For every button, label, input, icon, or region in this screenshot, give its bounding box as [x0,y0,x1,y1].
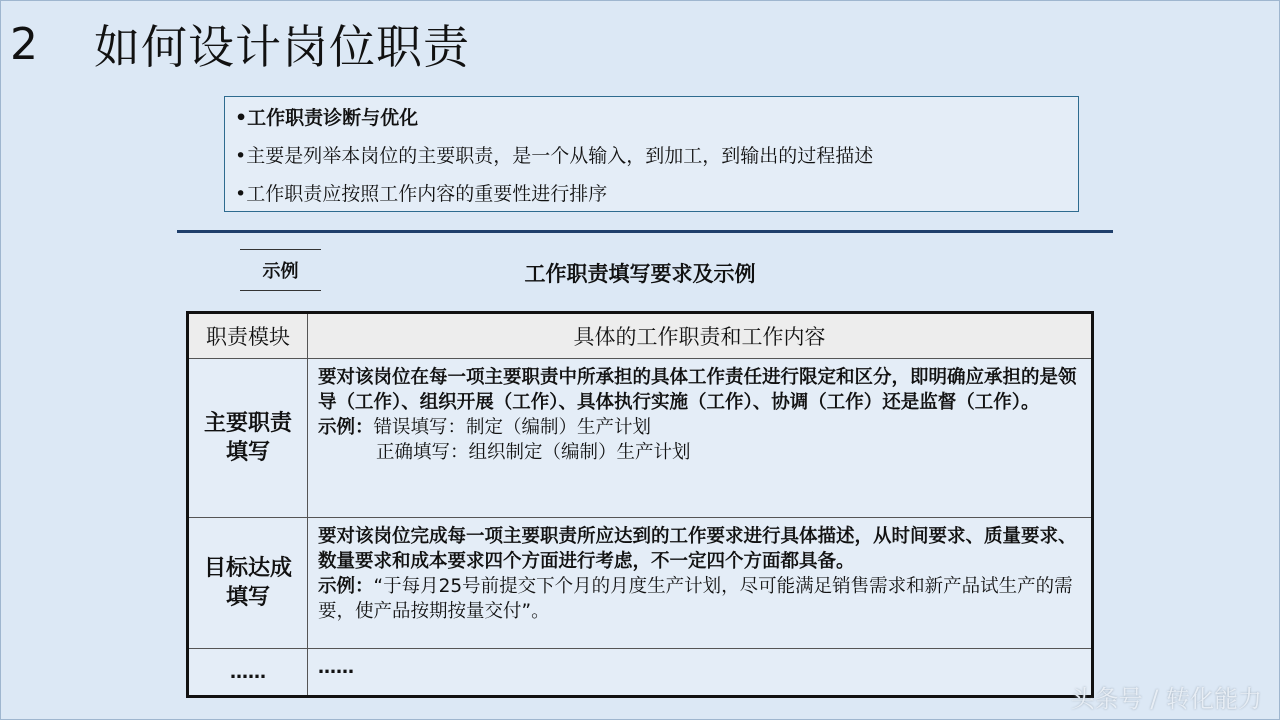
bullet-item: •工作职责诊断与优化 [235,107,419,129]
bullet-item: •主要是列举本岗位的主要职责，是一个从输入，到加工，到输出的过程描述 [235,145,874,167]
content-cell: …… [308,649,1093,697]
example-text: “于每月25号前提交下个月的月度生产计划，尽可能满足销售需求和新产品试生产的需要，使产品按期按量交付”。 [318,576,1073,622]
example-label: 示例： [318,576,374,597]
content-cell [308,359,1093,518]
module-cell [188,359,308,518]
table-row [188,649,1093,697]
table-header-row [188,313,1093,359]
requirement-text: 要对该岗位完成每一项主要职责所应达到的工作要求进行具体描述，从时间要求、质量要求、数量要求和成本要求四个方面进行考虑，不一定四个方面都具备。 [318,526,1077,572]
duty-table [186,311,1094,698]
bullet-item: •工作职责应按照工作内容的重要性进行排序 [235,183,608,205]
header-module: 职责模块 [188,313,308,359]
module-label: 填写 [225,440,270,465]
divider [177,230,1113,233]
bullet-box [224,96,1079,212]
page-title [10,14,470,74]
table-row [188,518,1093,649]
example-tab: 示例 [240,249,321,291]
module-cell: …… [188,649,308,697]
module-cell [188,518,308,649]
example-text: 错误填写：制定（编制）生产计划 [373,417,652,438]
header-content: 具体的工作职责和工作内容 [308,313,1093,359]
table-row [188,359,1093,518]
example-line [318,415,1081,440]
watermark: 头条号 / 转化能力 [1070,685,1262,713]
example-line: 正确填写：组织制定（编制）生产计划 [376,442,691,463]
content-cell [308,518,1093,649]
module-label: 主要职责 [203,411,292,436]
example-line [318,574,1081,624]
example-label: 示例： [318,417,374,438]
module-label: 填写 [225,585,270,610]
title-number: 2 [10,18,38,70]
module-label: 目标达成 [203,556,292,581]
table-title: 工作职责填写要求及示例 [524,262,756,286]
requirement-text: 要对该岗位在每一项主要职责中所承担的具体工作责任进行限定和区分，即明确应承担的是领导（工作）、组织开展（工作）、具体执行实施（工作）、协调（工作）还是监督（工作）。 [318,367,1077,413]
title-text: 如何设计岗位职责 [94,20,470,74]
